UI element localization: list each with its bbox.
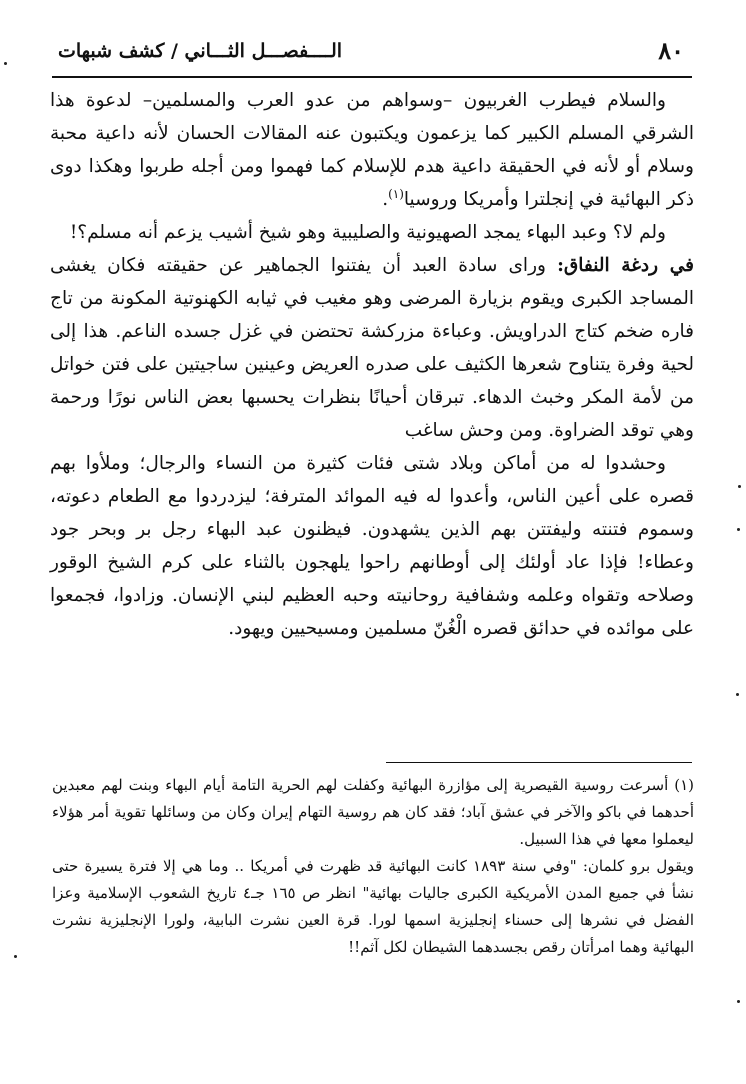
scan-speck: [4, 62, 7, 65]
footnotes: [52, 772, 694, 961]
paragraph-text: ولم لا؟ وعبد البهاء يمجد الصهيونية والصليبية وهو شيخ أشيب يزعم أنه مسلم؟!: [69, 222, 666, 243]
footnote-rule: [386, 762, 692, 763]
scan-speck: [737, 528, 740, 531]
footnote-reference: (١): [388, 186, 404, 201]
scan-speck: [736, 693, 739, 696]
page-header: [52, 34, 692, 74]
paragraph: [50, 216, 694, 249]
paragraph: [50, 447, 694, 645]
footnote: (١) أسرعت روسية القيصرية إلى مؤازرة البهائية وكفلت لهم الحرية التامة أيام البهاء وبنت لهم معبدين أحدهما في باكو والآخر في عشق آباد؛ فقد كان هم روسية التهام إيران وكان من وسائلها تقوية أمر هؤلاء ليعملوا معها في هذا السبيل.: [52, 776, 694, 848]
paragraph-text: وراى سادة العبد أن يفتنوا الجماهير عن حقيقته فكان يغشى المساجد الكبرى ويقوم بزيارة المرضى وهو مغيب في ثيابه الكهنوتية المكونة من تاج فاره ضخم كتاج الدراويش. وعباءة مزركشة تحتضن في غزل جسده الناعم. هذا إلى لحية وفرة يتناوح شعرها الكثيف على صدره العريض وعينين ساجيتين على فتن خواتل من لأمة المكر وخبث الدهاء. تبرقان أحيانًا بنظرات يحسبها بعض الناس نورًا ورحمة وهي توقد الضراوة. ومن وحش ساغب: [50, 255, 694, 441]
paragraph: [50, 249, 694, 447]
main-text: [50, 84, 694, 645]
scan-speck: [737, 1000, 740, 1003]
paragraph: والسلام فيطرب الغربيون –وسواهم من عدو العرب والمسلمين– لدعوة هذا الشرقي المسلم الكبير كما يزعمون ويكتبون عنه المقالات الحسان لأنه داعية محبة وسلام أو لأنه في الحقيقة داعية هدم للإسلام كما فهموا ومن أجله طربوا وهكذا دوى ذكر البهائية في إنجلترا وأمريكا وروسيا$^{(١)}$.: [50, 90, 694, 210]
scan-speck: [738, 485, 741, 488]
paragraph-text: والسلام فيطرب الغربيون –وسواهم من عدو العرب والمسلمين– لدعوة هذا الشرقي المسلم الكبير كما يزعمون ويكتبون عنه المقالات الحسان لأنه داعية محبة وسلام أو لأنه في الحقيقة داعية هدم للإسلام كما فهموا ومن أجله طربوا وهكذا دوى ذكر البهائية في إنجلترا وأمريكا وروسيا: [50, 90, 694, 210]
header-rule: [52, 76, 692, 78]
scan-speck: [14, 955, 17, 958]
footnote: ويقول برو كلمان: "وفي سنة ١٨٩٣ كانت البهائية قد ظهرت في أمريكا .. وما هي إلا فترة يسيرة حتى نشأ في جميع المدن الأمريكية الكبرى جاليات بهائية" انظر ص ١٦٥ جـ٤ تاريخ الشعوب الإسلامية وعزا الفضل في نشرها إلى حسناء إنجليزية اسمها لورا. قرة العين نشرت البابية، ولورا الإنجليزية نشرت البهائية وهما امرأتان رقص بجسدهما الشيطان لكل آثم!!: [52, 857, 694, 956]
page-number: ٨٠: [658, 36, 684, 65]
paragraph-text: وحشدوا له من أماكن وبلاد شتى فئات كثيرة من النساء والرجال؛ وملأوا بهم قصره على أعين الناس، وأعدوا له فيه الموائد المترفة؛ ليزدردوا مع الطعام دعوته، وسموم فتنته وليفتتن بهم الذين يشهدون. فيظنون عبد البهاء رجل بر وبحر جود وعطاء! فإذا عاد أولئك إلى أوطانهم راحوا يلهجون بالثناء على كرم الشيخ الوقور وصلاحه وتقواه وعلمه وشفافية روحانيته وحبه العظيم لبني الإنسان. وزادوا، فجمعوا على موائده في حدائق قصره الْغُنّ مسلمين ومسيحيين ويهود.: [50, 453, 694, 639]
running-title: الــــفصـــل الثـــاني / كشف شبهات: [58, 40, 343, 62]
section-heading: في ردغة النفاق:: [557, 255, 694, 276]
